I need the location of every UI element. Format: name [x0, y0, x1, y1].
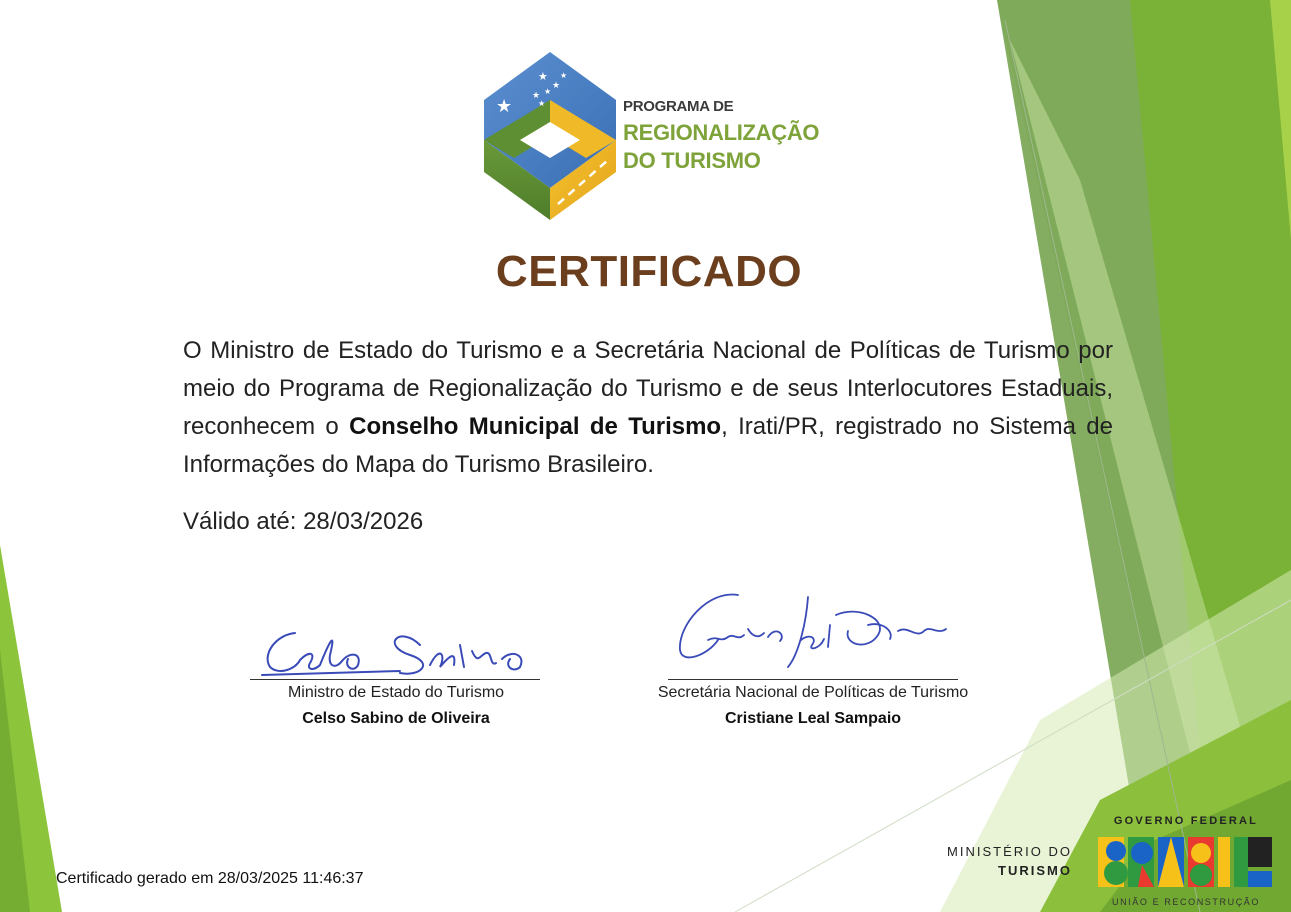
generation-timestamp: Certificado gerado em 28/03/2025 11:46:37: [56, 870, 364, 887]
signature-1-name: Celso Sabino de Oliveira: [302, 710, 490, 727]
gov-top-text: GOVERNO FEDERAL: [1113, 815, 1259, 827]
validity-date: Válido até: 28/03/2026: [183, 508, 424, 535]
logo-text-line3: DO TURISMO: [623, 148, 761, 173]
svg-text:★: ★: [552, 80, 561, 90]
svg-text:★: ★: [532, 90, 541, 100]
signature-2-role: Secretária Nacional de Políticas de Turismo: [657, 684, 969, 701]
body-text-outro: , Irati/PR, registrado no Sistema de Informações do Mapa do Turismo Brasileiro.: [183, 413, 1114, 478]
federal-government-logo: [1098, 815, 1274, 912]
svg-text:★: ★: [538, 99, 546, 108]
svg-text:★: ★: [538, 71, 548, 83]
body-text-entity: Conselho Municipal de Turismo: [349, 413, 722, 440]
ministry-logo: [944, 844, 1072, 878]
signature-2-handwriting: [668, 585, 958, 675]
ministry-line2: TURISMO: [998, 863, 1072, 878]
body-text-intro: O Ministro de Estado do Turismo e a Secretária Nacional de Políticas de Turismo por meio do Programa de Regionalização do Turismo e de seus Interlocutores Estaduais, reconhecem o: [183, 337, 1113, 440]
program-logo: [480, 48, 620, 223]
certificate-title: CERTIFICADO: [495, 247, 803, 296]
certificate-body: [183, 332, 1113, 484]
brasil-wordmark: [1098, 835, 1274, 889]
svg-text:★: ★: [544, 87, 552, 96]
ministry-line1: MINISTÉRIO DO: [947, 844, 1072, 859]
logo-text-line1: PROGRAMA DE: [623, 98, 734, 115]
signature-1-role: Ministro de Estado do Turismo: [287, 684, 505, 701]
svg-text:★: ★: [560, 71, 568, 80]
signature-1-handwriting: [250, 615, 550, 680]
gov-bottom-text: UNIÃO E RECONSTRUÇÃO: [1111, 897, 1260, 907]
svg-text:★: ★: [496, 96, 513, 116]
signature-2-line: [668, 679, 958, 680]
logo-text-line2: REGIONALIZAÇÃO: [623, 120, 820, 145]
signature-2-name: Cristiane Leal Sampaio: [724, 710, 902, 727]
signature-1-line: [250, 679, 540, 680]
